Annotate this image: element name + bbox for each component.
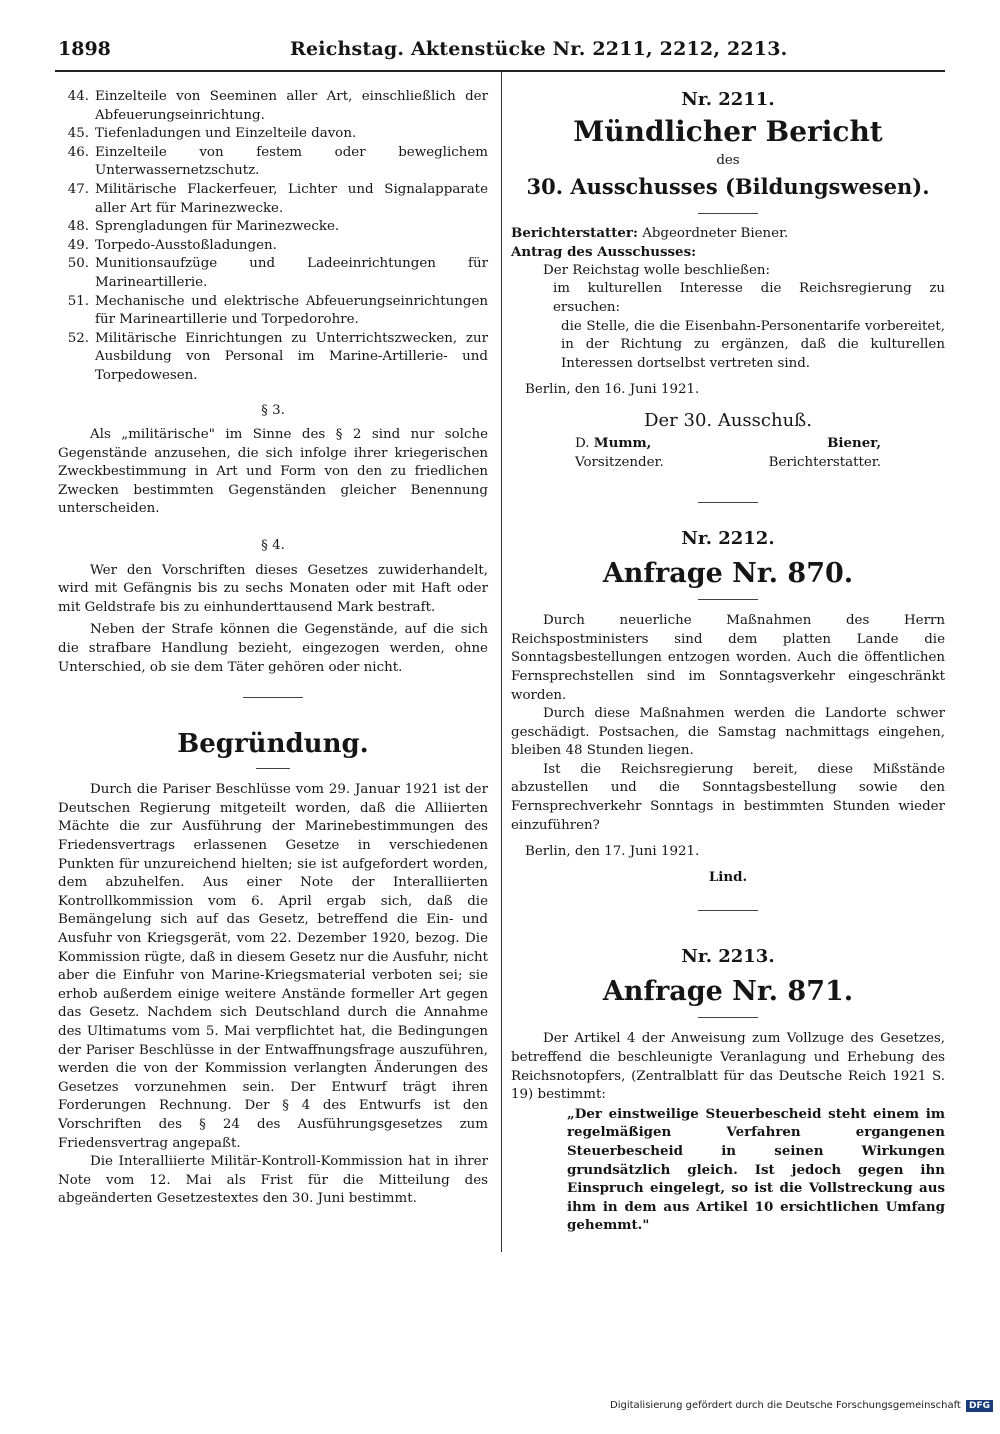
header-rule (55, 70, 945, 72)
title-underline (698, 599, 758, 600)
doc-2213-quote: „Der einstweilige Steuerbescheid steht einem im regelmäßigen Verfahren ergangenen Steuerbescheid in seinen Wirkungen grundsätzlich gleich. Ist jedoch gegen ihn Einspruch eingelegt, so ist die Vollstreckung aus ihm in dem aus Artikel 10 ersichtlichen Umfang gehemmt." (567, 1105, 945, 1234)
doc-2212-paragraph-1: Durch neuerliche Maßnahmen des Herrn Reichspostministers sind dem platten Lande die Sonntagsbestellungen entzogen worden. Auch die öffentlichen Fernsprechstellen sind im Sonntagsverkehr eingeschränkt worden. (511, 613, 945, 703)
doc-2212-signature: Lind. (708, 868, 748, 885)
running-head: Reichstag. Aktenstücke Nr. 2211, 2212, 2213. (290, 38, 788, 60)
signature-2: Biener, (827, 434, 881, 451)
doc-2211-des: des (716, 153, 740, 168)
doc-2211-date: Berlin, den 16. Juni 1921. (525, 382, 700, 398)
doc-2211-committee: 30. Ausschusses (Bildungswesen). (526, 173, 930, 199)
separator-rule (243, 697, 303, 698)
doc-2212-paragraph-2: Durch diese Maßnahmen werden die Landorte schwer geschädigt. Postsachen, die Samstag nachmittags eingehen, bleiben 48 Stunden liegen. (511, 706, 945, 759)
begruendung-paragraph-1: Durch die Pariser Beschlüsse vom 29. Januar 1921 ist der Deutschen Regierung mitgeteilt worden, daß die Alliierten Mächte die zur Ausführung der Marinebestimmungen des Friedensvertrags erlassenen Gesetze in verschiedenen Punkten für unzureichend hielten; sie ist aufgefordert worden, dem abzuhelfen. Aus einer Note der Interalliierten Kontrollkommission vom 6. April ergab sich, daß die Bemängelung sich auf das Gesetz, betreffend die Ein- und Ausfuhr von Kriegsgerät, vom 22. Dezember 1920, bezog. Die Kommission rügte, daß in diesem Gesetz nur die Ausfuhr, nicht aber die Einfuhr von Marine-Kriegsmaterial verboten sei; sie erhob außerdem einige weitere Anstände formeller Art gegen das Gesetz. Nachdem sich Deutschland durch die Annahme des Ultimatums vom 5. Mai verpflichtet hat, die Bedingungen der Pariser Beschlüsse in der Entwaffnungsfrage auszuführen, werden die von der Kommission verlangten Änderungen des Gesetzes vorzunehmen sein. Der Entwurf trägt ihren Forderungen Rechnung. Der § 4 des Entwurfs ist den Vorschriften des § 24 des Ausführungsgesetzes zum Friedensvertrag angepaßt. (58, 782, 488, 1151)
credit-text: Digitalisierung gefördert durch die Deutsche Forschungsgemeinschaft (610, 1400, 961, 1411)
section-4-text-2: Neben der Strafe können die Gegenstände, auf die sich die strafbare Handlung bezieht, eingezogen werden, ohne Unterschied, ob sie dem Täter gehören oder nicht. (58, 622, 488, 675)
list-item: 47. Militärische Flackerfeuer, Lichter und Signalapparate aller Art für Marinezwecke. (67, 181, 488, 216)
separator-rule (698, 502, 758, 503)
list-item: 52. Militärische Einrichtungen zu Unterrichtszwecken, zur Ausbildung von Personal im Marine-Artillerie- und Torpedowesen. (67, 330, 488, 383)
doc-2213-number: Nr. 2213. (681, 946, 775, 968)
column-divider (501, 72, 502, 1252)
signature-committee: Der 30. Ausschuß. (644, 409, 812, 431)
list-item: 51. Mechanische und elektrische Abfeuerungseinrichtungen für Marineartillerie und Torpedorohre. (67, 293, 488, 328)
begruendung-paragraph-2: Die Interalliierte Militär-Kontroll-Kommission hat in ihrer Note vom 12. Mai als Frist für die Mitteilung des abgeänderten Gesetzestextes den 30. Juni bestimmt. (58, 1154, 488, 1207)
doc-2213-paragraph-1: Der Artikel 4 der Anweisung zum Vollzuge des Gesetzes, betreffend die beschleunigte Veranlagung und Erhebung des Reichsnotopfers, (Zentralblatt für das Deutsche Reich 1921 S. 19) bestimmt: (511, 1031, 945, 1103)
doc-2212-paragraph-3: Ist die Reichsregierung bereit, diese Mißstände abzustellen und die Sonntagsbestellung sowie den Fernsprechverkehr Sonntags in bestimmten Stunden wieder einzuführen? (511, 761, 945, 833)
dfg-logo: DFG (966, 1400, 993, 1412)
signature-1: D. Mumm, (575, 434, 652, 451)
signature-2-role: Berichterstatter. (768, 454, 881, 470)
list-item: 46. Einzelteile von festem oder beweglichem Unterwassernetzschutz. (67, 144, 488, 179)
signature-names (511, 434, 945, 454)
item-list (58, 88, 488, 386)
title-underline (698, 1017, 758, 1018)
section-3-heading: § 3. (261, 402, 285, 418)
doc-2211-number: Nr. 2211. (681, 89, 775, 110)
list-item: 45. Tiefenladungen und Einzelteile davon. (67, 126, 357, 142)
doc-2212-date: Berlin, den 17. Juni 1921. (525, 844, 700, 860)
reporter-value: Abgeordneter Biener. (642, 225, 789, 241)
reporter-line (511, 224, 945, 244)
doc-2212-title: Anfrage Nr. 870. (602, 558, 854, 590)
separator-rule (698, 213, 758, 214)
motion-sub: die Stelle, die die Eisenbahn-Personentarife vorbereitet, in der Richtung zu ergänzen, daß die kulturellen Interessen dortselbst vertreten sind. (561, 318, 945, 371)
page-number: 1898 (58, 38, 111, 60)
section-4-heading: § 4. (261, 538, 285, 554)
motion-text: im kulturellen Interesse die Reichsregierung zu ersuchen: (553, 281, 945, 315)
separator-rule (698, 910, 758, 911)
list-item: 44. Einzelteile von Seeminen aller Art, einschließlich der Abfeuerungseinrichtung. (67, 89, 488, 123)
motion-label: Antrag des Ausschusses: (511, 244, 697, 261)
list-item: 49. Torpedo-Ausstoßladungen. (67, 237, 277, 253)
digitization-credit (610, 1400, 993, 1412)
section-3-text: Als „militärische" im Sinne des § 2 sind nur solche Gegenstände anzusehen, die sich infolge ihrer kriegerischen Zweckbestimmung in Art und Form von den zu friedlichen Zwecken bestimmten Gegenständen gleicher Benennung unterscheiden. (58, 427, 488, 517)
doc-2212-number: Nr. 2212. (681, 528, 775, 550)
right-column (511, 88, 945, 1235)
signature-roles (511, 454, 945, 473)
section-4-text-1: Wer den Vorschriften dieses Gesetzes zuwiderhandelt, wird mit Gefängnis bis zu sechs Monaten oder mit Haft oder mit Geldstrafe bis zu einhunderttausend Mark bestraft. (58, 562, 488, 615)
title-underline (256, 768, 290, 769)
doc-2211-title: Mündlicher Bericht (573, 115, 883, 148)
begruendung-title: Begründung. (177, 729, 369, 760)
left-column (58, 88, 488, 1209)
motion-intro: Der Reichstag wolle beschließen: (543, 262, 771, 278)
doc-2213-title: Anfrage Nr. 871. (602, 976, 854, 1008)
signature-1-role: Vorsitzender. (575, 454, 664, 470)
reporter-label: Berichterstatter: (511, 224, 638, 241)
list-item: 48. Sprengladungen für Marinezwecke. (67, 219, 340, 235)
list-item: 50. Munitionsaufzüge und Ladeeinrichtungen für Marineartillerie. (67, 256, 488, 290)
